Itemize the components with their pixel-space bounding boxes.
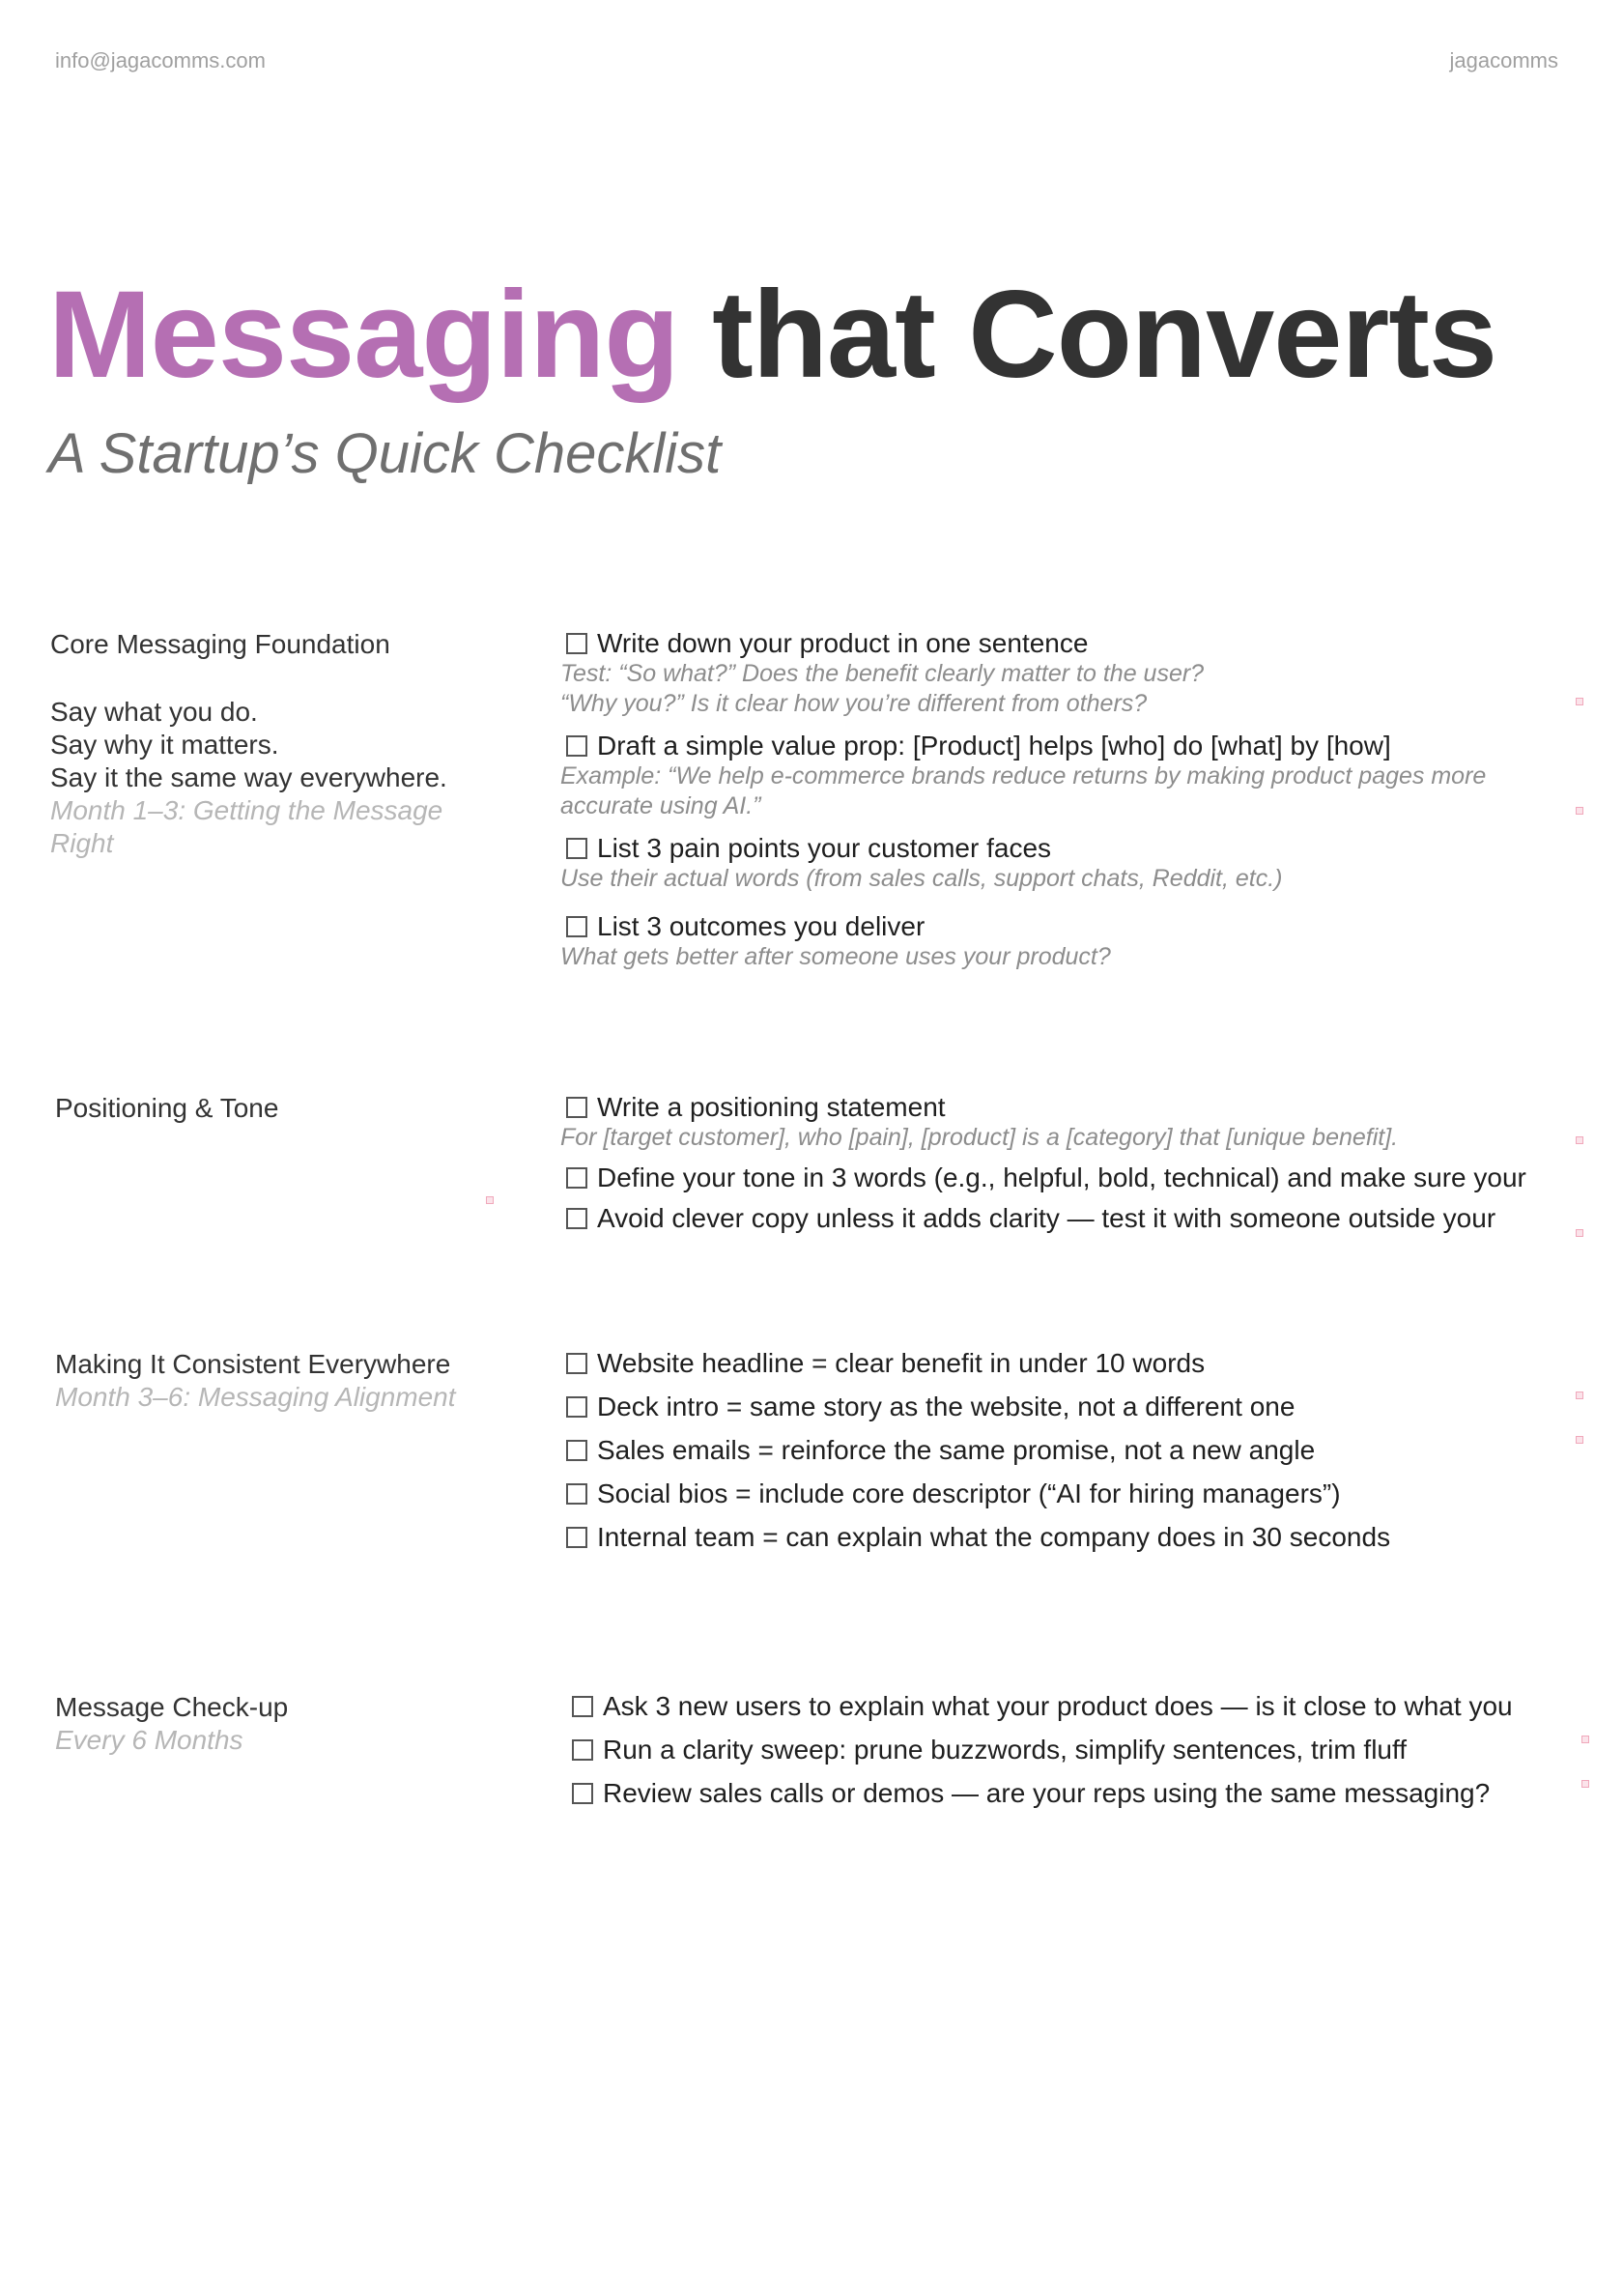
checkbox[interactable] [566,1167,587,1189]
item-note: Example: “We help e-commerce brands reduce returns by making product pages more [560,762,1487,789]
checklist [560,1348,1584,1553]
motto-line: Say it the same way everywhere. [50,762,447,792]
item-text: Define your tone in 3 words (e.g., helpful, bold, technical) and make sure your [597,1162,1526,1192]
checklist-item [560,1478,1584,1509]
checklist-item [560,1092,1584,1153]
item-text: List 3 pain points your customer faces [597,833,1052,863]
checkbox[interactable] [572,1739,593,1761]
checklist-item [560,731,1584,821]
checkbox[interactable] [566,1527,587,1548]
section-timeframe: Month 1–3: Getting the Message Right [50,795,443,858]
item-text: Avoid clever copy unless it adds clarity — test it with someone outside your [597,1203,1496,1233]
checkbox[interactable] [566,735,587,757]
item-note: “Why you?” Is it clear how you’re different from others? [560,690,1148,717]
item-text: Write down your product in one sentence [597,628,1089,658]
checklist-item [560,833,1584,894]
page-subtitle: A Startup’s Quick Checklist [48,422,722,485]
checklist-item [566,1691,1590,1722]
checklist [566,1691,1590,1809]
section-heading: Positioning & Tone [55,1093,279,1123]
checklist-item [566,1778,1590,1809]
checklist-item [560,1392,1584,1422]
margin-marker [1581,1736,1589,1743]
checkbox[interactable] [572,1696,593,1717]
margin-marker [486,1196,494,1204]
checklist [560,628,1584,972]
motto-line: Say why it matters. [50,730,279,760]
section-sidebar [55,1691,499,1757]
margin-marker [1576,807,1583,815]
item-note: What gets better after someone uses your product? [560,943,1111,970]
checkbox[interactable] [566,1353,587,1374]
margin-marker [1576,1229,1583,1237]
item-text: List 3 outcomes you deliver [597,911,925,941]
checkbox[interactable] [566,633,587,654]
section-sidebar [55,1348,499,1414]
item-text: Write a positioning statement [597,1092,946,1122]
item-note: Use their actual words (from sales calls, support chats, Reddit, etc.) [560,865,1283,892]
checklist-item [560,1435,1584,1466]
section-motto [50,696,495,794]
checklist-item [560,911,1584,972]
margin-marker [1581,1780,1589,1788]
item-text: Review sales calls or demos — are your reps using the same messaging? [603,1778,1491,1808]
margin-marker [1576,1436,1583,1444]
checkbox[interactable] [572,1783,593,1804]
checklist [560,1092,1584,1234]
checkbox[interactable] [566,916,587,937]
section-heading: Message Check-up [55,1692,289,1722]
section-heading: Making It Consistent Everywhere [55,1349,451,1379]
checkbox[interactable] [566,1208,587,1229]
item-text: Website headline = clear benefit in under 10 words [597,1348,1206,1378]
margin-marker [1576,698,1583,705]
checkbox[interactable] [566,1097,587,1118]
header-email[interactable]: info@jagacomms.com [55,48,266,72]
checkbox[interactable] [566,1440,587,1461]
checklist-item [560,1203,1584,1234]
section-heading: Core Messaging Foundation [50,629,390,659]
section-sidebar [50,628,495,860]
header-brand: jagacomms [1449,48,1558,72]
item-text: Internal team = can explain what the company does in 30 seconds [597,1522,1391,1552]
section-timeframe: Every 6 Months [55,1725,243,1755]
checklist-item [560,1162,1584,1193]
motto-line: Say what you do. [50,697,258,727]
item-text: Deck intro = same story as the website, not a different one [597,1392,1296,1421]
checklist-item [560,628,1584,719]
item-note: accurate using AI.” [560,792,761,819]
checklist-item [560,1348,1584,1379]
item-text: Run a clarity sweep: prune buzzwords, simplify sentences, trim fluff [603,1735,1408,1765]
item-text: Social bios = include core descriptor (“AI for hiring managers”) [597,1478,1341,1508]
item-text: Sales emails = reinforce the same promise, not a new angle [597,1435,1316,1465]
title-rest: that Converts [712,266,1497,404]
item-text: Ask 3 new users to explain what your product does — is it close to what you [603,1691,1513,1721]
item-note: For [target customer], who [pain], [product] is a [category] that [unique benefit]. [560,1124,1399,1151]
checkbox[interactable] [566,838,587,859]
checkbox[interactable] [566,1483,587,1505]
checklist-item [560,1522,1584,1553]
section-timeframe: Month 3–6: Messaging Alignment [55,1382,456,1412]
item-text: Draft a simple value prop: [Product] helps [who] do [what] by [how] [597,731,1391,761]
margin-marker [1576,1392,1583,1399]
page-title [48,266,1497,404]
checklist-item [566,1735,1590,1765]
margin-marker [1576,1136,1583,1144]
item-note: Test: “So what?” Does the benefit clearly matter to the user? [560,660,1205,687]
title-accent: Messaging [48,266,679,404]
checkbox[interactable] [566,1396,587,1418]
section-sidebar [55,1092,499,1125]
